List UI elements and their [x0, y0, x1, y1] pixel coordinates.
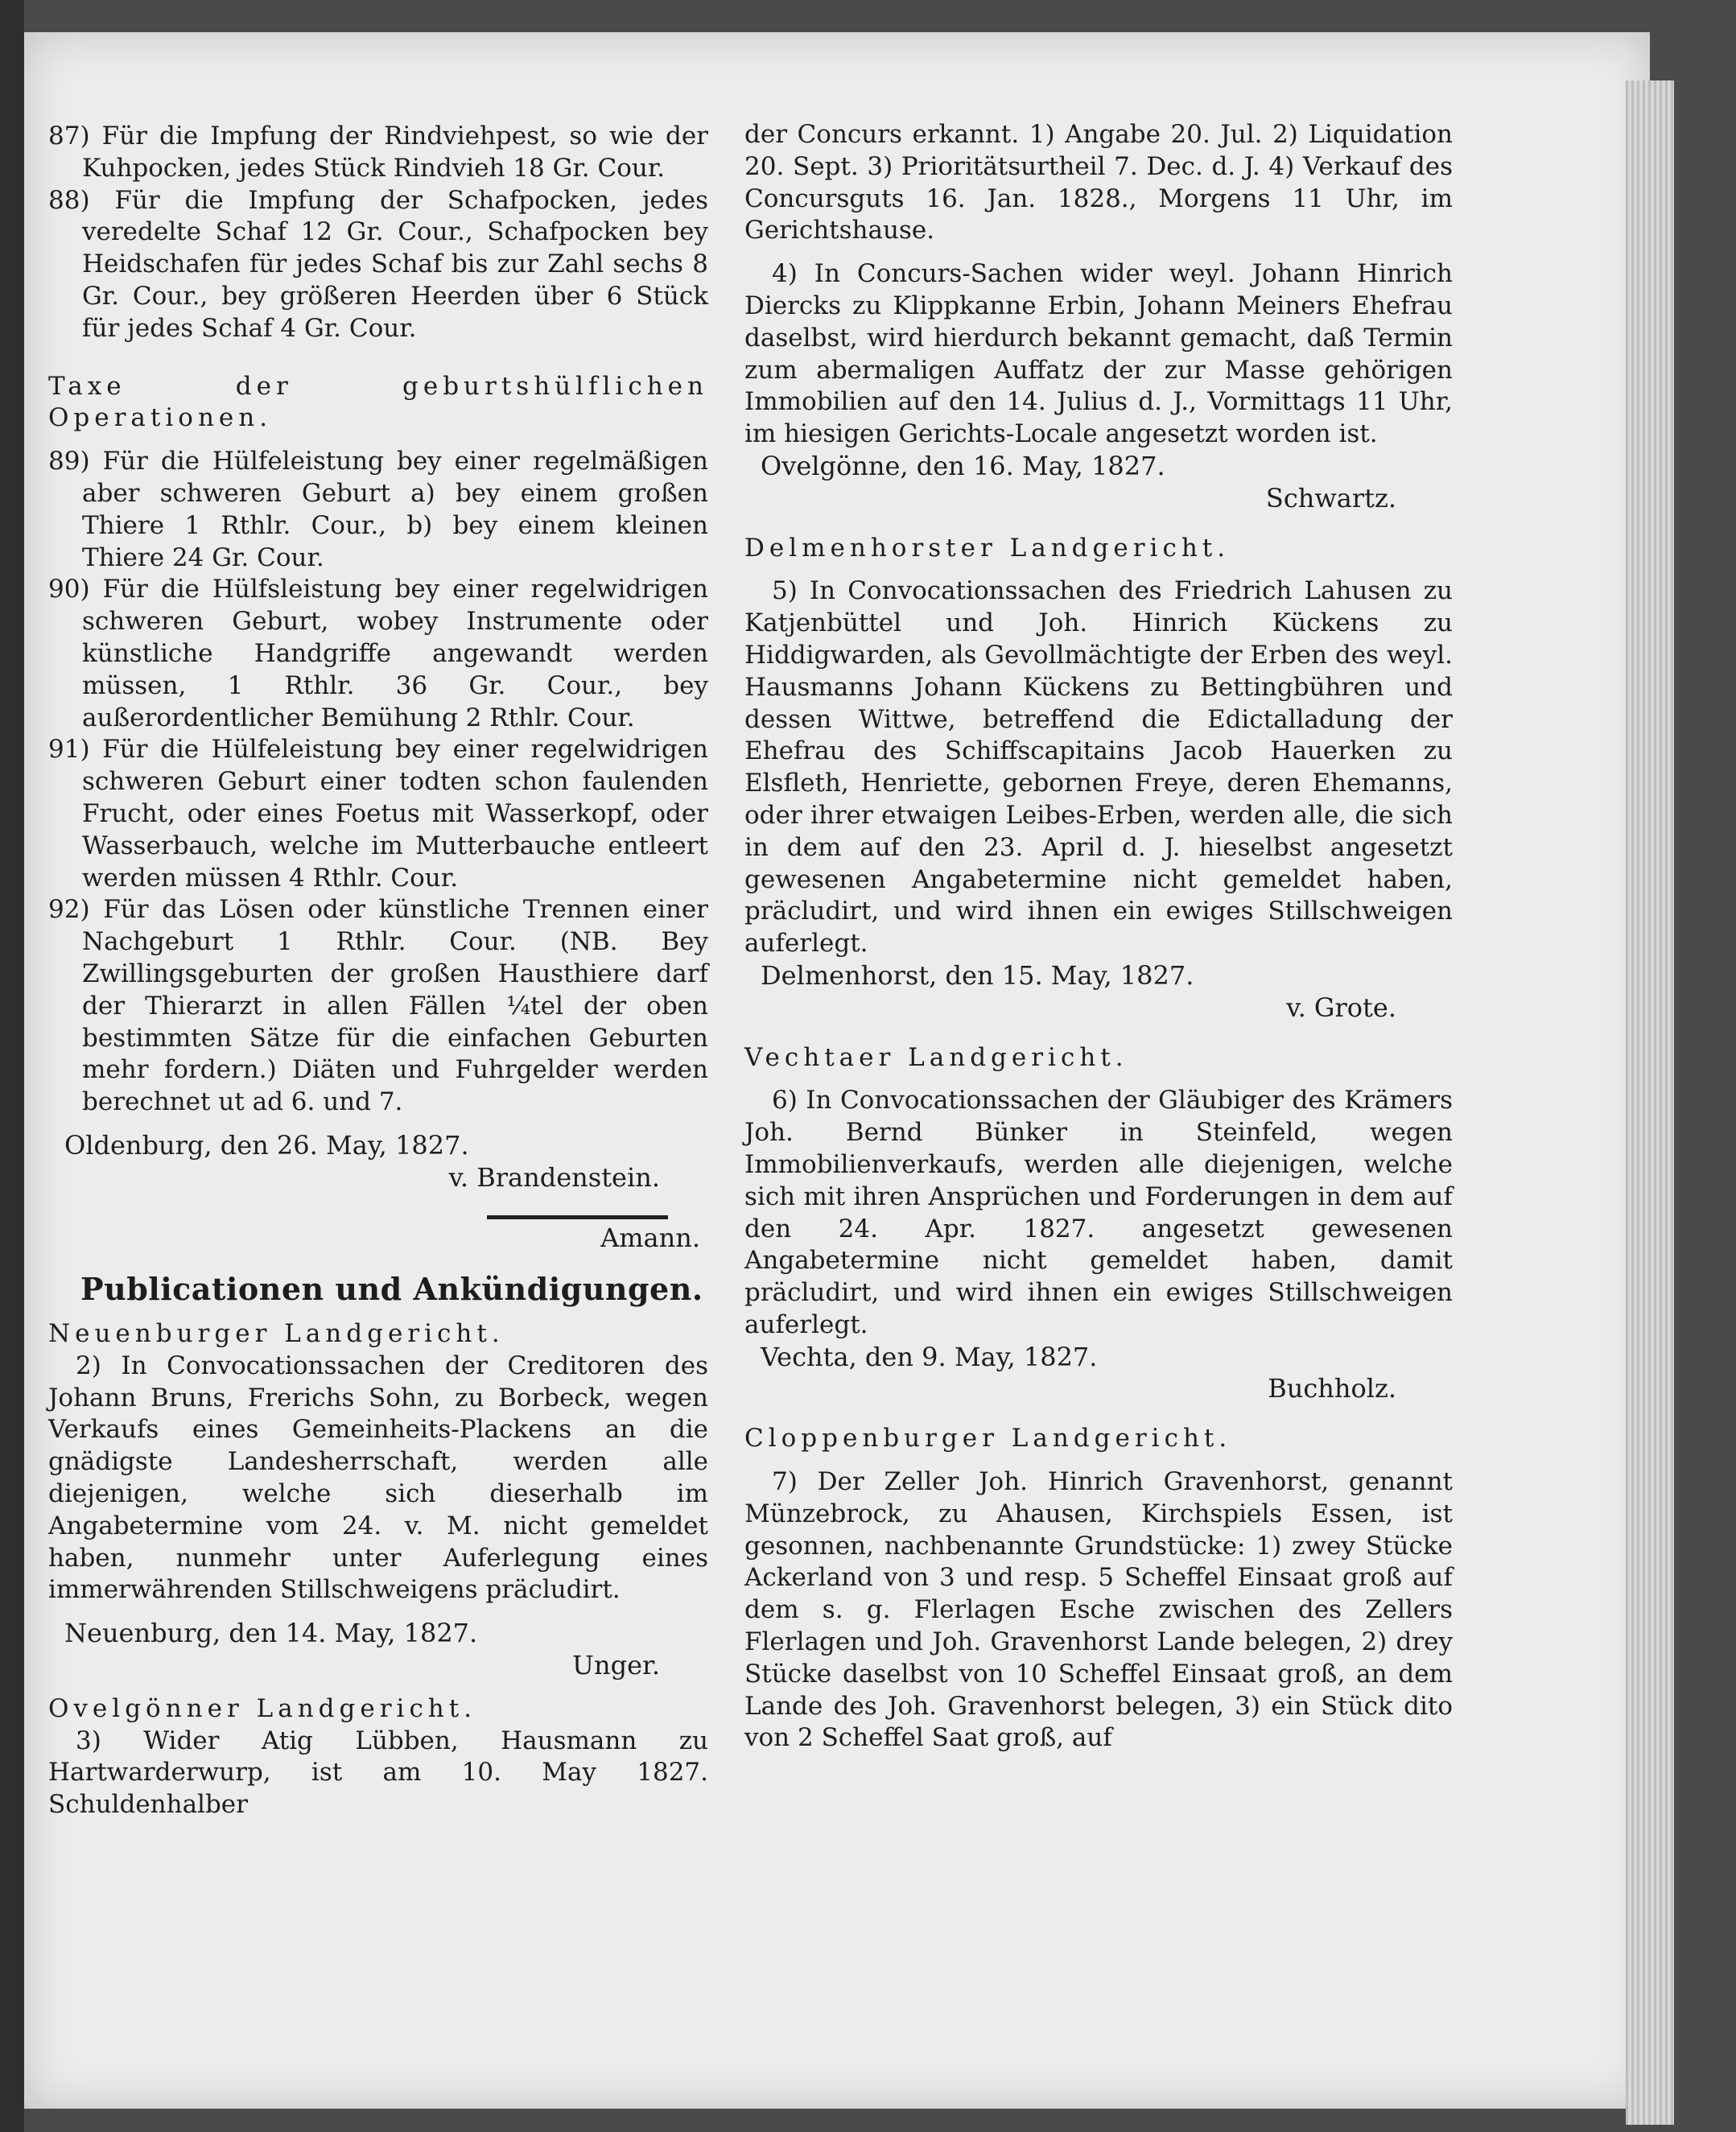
left-column: [48, 121, 708, 1821]
section-heading-delmenhorster: Delmenhorster Landgericht.: [744, 533, 1231, 563]
paragraph-2: 2) In Convocationssachen der Creditoren des Johann Bruns, Frerichs Sohn, zu Borbeck, wegen Verkaufs eines Gemeinheits-Plackens an die gnädigste Landesherrschaft, werden alle diejenigen, welche sich dieserhalb im Angabetermine vom 24. v. M. nicht gemeldet haben, nunmehr unter Auferlegung eines immerwährenden Stillschweigens präcludirt.: [48, 1351, 708, 1605]
paragraph-88: 88) Für die Impfung der Schafpocken, jedes veredelte Schaf 12 Gr. Cour., Schafpocken bey Heidschafen für jedes Schaf bis zur Zahl sechs 8 Gr. Cour., bey größeren Heerden über 6 Stück für jedes Schaf 4 Gr. Cour.: [48, 185, 708, 343]
page-edge: [1626, 80, 1674, 2125]
paragraph-7: 7) Der Zeller Joh. Hinrich Gravenhorst, genannt Münzebrock, zu Ahausen, Kirchspiels Essen, ist gesonnen, nachbenannte Grundstücke: 1) zwey Stücke Ackerland von 3 und resp. 5 Scheffel Einsaat groß auf dem s. g. Flerlagen Esche zwischen des Zellers Flerlagen und Joh. Gravenhorst Lande belegen, 2) drey Stücke daselbst von 10 Scheffel Einsaat groß, an dem Lande des Joh. Gravenhorst belegen, 3) ein Stück dito von 2 Scheffel Saat groß, auf: [744, 1467, 1453, 1753]
paragraph-3: 3) Wider Atig Lübben, Hausmann zu Hartwarderwurp, ist am 10. May 1827. Schuldenhalber: [48, 1726, 708, 1820]
section-heading-cloppenburger: Cloppenburger Landgericht.: [744, 1424, 1232, 1454]
paragraph-89: 89) Für die Hülfeleistung bey einer regelmäßigen aber schweren Geburt a) bey einem großen Thiere 1 Rthlr. Cour., b) bey einem kleinen Thiere 24 Gr. Cour.: [48, 447, 708, 572]
section-heading-neuenburger: Neuenburger Landgericht.: [48, 1319, 505, 1349]
paragraph-90: 90) Für die Hülfsleistung bey einer regelwidrigen schweren Geburt, wobey Instrumente oder künstliche Handgriffe angewandt werden müssen, 1 Rthlr. 36 Gr. Cour., bey außerordentlicher Bemühung 2 Rthlr. Cour.: [48, 575, 708, 732]
right-column: [744, 119, 1453, 1755]
paragraph-92: 92) Für das Lösen oder künstliche Trennen einer Nachgeburt 1 Rthlr. Cour. (NB. Bey Zwillingsgeburten der großen Hausthiere darf der Thierarzt in allen Fällen ¼tel der oben bestimmten Sätze für die einfachen Geburten mehr fordern.) Diäten und Fuhrgelder werden berechnet ut ad 6. und 7.: [48, 895, 708, 1117]
date-line-neuenburg: Neuenburg, den 14. May, 1827.: [64, 1618, 478, 1649]
section-heading-ovelgonner: Ovelgönner Landgericht.: [48, 1693, 477, 1723]
signature-buchholz: Buchholz.: [1268, 1373, 1396, 1404]
signature-schwartz: Schwartz.: [1265, 482, 1396, 513]
divider-rule: [487, 1215, 668, 1219]
paragraph-5: 5) In Convocationssachen des Friedrich Lahusen zu Katjenbüttel und Joh. Hinrich Kückens zu Hiddigwarden, als Gevollmächtigte der Erben des weyl. Hausmanns Johann Kückens zu Bettingbühren und dessen Wittwe, betreffend die Edictalladung der Ehefrau des Schiffscapitains Jacob Hauerken zu Elsfleth, Henriette, gebornen Freye, deren Ehemanns, oder ihrer etwaigen Leibes-Erben, werden alle, die sich in dem auf den 23. April d. J. hieselbst angesetzt gewesenen Angabetermine nicht gemeldet haben, präcludirt, und wird ihnen ein ewiges Stillschweigen auferlegt.: [744, 576, 1453, 959]
paragraph-6: 6) In Convocationssachen der Gläubiger des Krämers Joh. Bernd Bünker in Steinfeld, wegen Immobilienverkaufs, werden alle diejenigen, welche sich mit ihren Ansprüchen und Forderungen in dem auf den 24. Apr. 1827. angesetzt gewesenen Angabetermine nicht gemeldet haben, damit präcludirt, und wird ihnen ein ewiges Stillschweigen auferlegt.: [744, 1086, 1453, 1339]
signature-amann: Amann.: [600, 1222, 700, 1253]
date-line-ovelgonne: Ovelgönne, den 16. May, 1827.: [761, 450, 1165, 481]
paragraph-3-continued: der Concurs erkannt. 1) Angabe 20. Jul. 2) Liquidation 20. Sept. 3) Prioritätsurtheil 7. Dec. d. J. 4) Verkauf des Concursguts 16. Jan. 1828., Morgens 11 Uhr, im Gerichtshause.: [744, 120, 1453, 245]
scan-background: [0, 0, 24, 2132]
date-line-vechta: Vechta, den 9. May, 1827.: [761, 1341, 1098, 1372]
date-line-delmenhorst: Delmenhorst, den 15. May, 1827.: [761, 959, 1194, 991]
section-heading-taxe: Taxe der geburtshülflichen Operationen.: [48, 371, 708, 433]
paragraph-87: 87) Für die Impfung der Rindviehpest, so wie der Kuhpocken, jedes Stück Rindvieh 18 Gr. Cour.: [48, 122, 708, 183]
paragraph-4: 4) In Concurs-Sachen wider weyl. Johann Hinrich Diercks zu Klippkanne Erbin, Johann Meiners Ehefrau daselbst, wird hierdurch bekannt gemacht, daß Termin zum abermaligen Auffatz der zur Masse gehörigen Immobilien auf den 14. Julius d. J., Vormittags 11 Uhr, im hiesigen Gerichts-Locale angesetzt worden ist.: [744, 259, 1453, 449]
section-heading-publications: Publicationen und Ankündigungen.: [80, 1271, 703, 1308]
signature-grote: v. Grote.: [1286, 992, 1396, 1023]
section-heading-vechtaer: Vechtaer Landgericht.: [744, 1042, 1128, 1072]
date-line-oldenburg: Oldenburg, den 26. May, 1827.: [64, 1129, 469, 1161]
signature-brandenstein: v. Brandenstein.: [448, 1161, 660, 1193]
signature-unger: Unger.: [572, 1650, 660, 1681]
paragraph-91: 91) Für die Hülfeleistung bey einer regelwidrigen schweren Geburt einer todten schon faulenden Frucht, oder eines Foetus mit Wasserkopf, oder Wasserbauch, welche im Mutterbauche entleert werden müssen 4 Rthlr. Cour.: [48, 735, 708, 893]
